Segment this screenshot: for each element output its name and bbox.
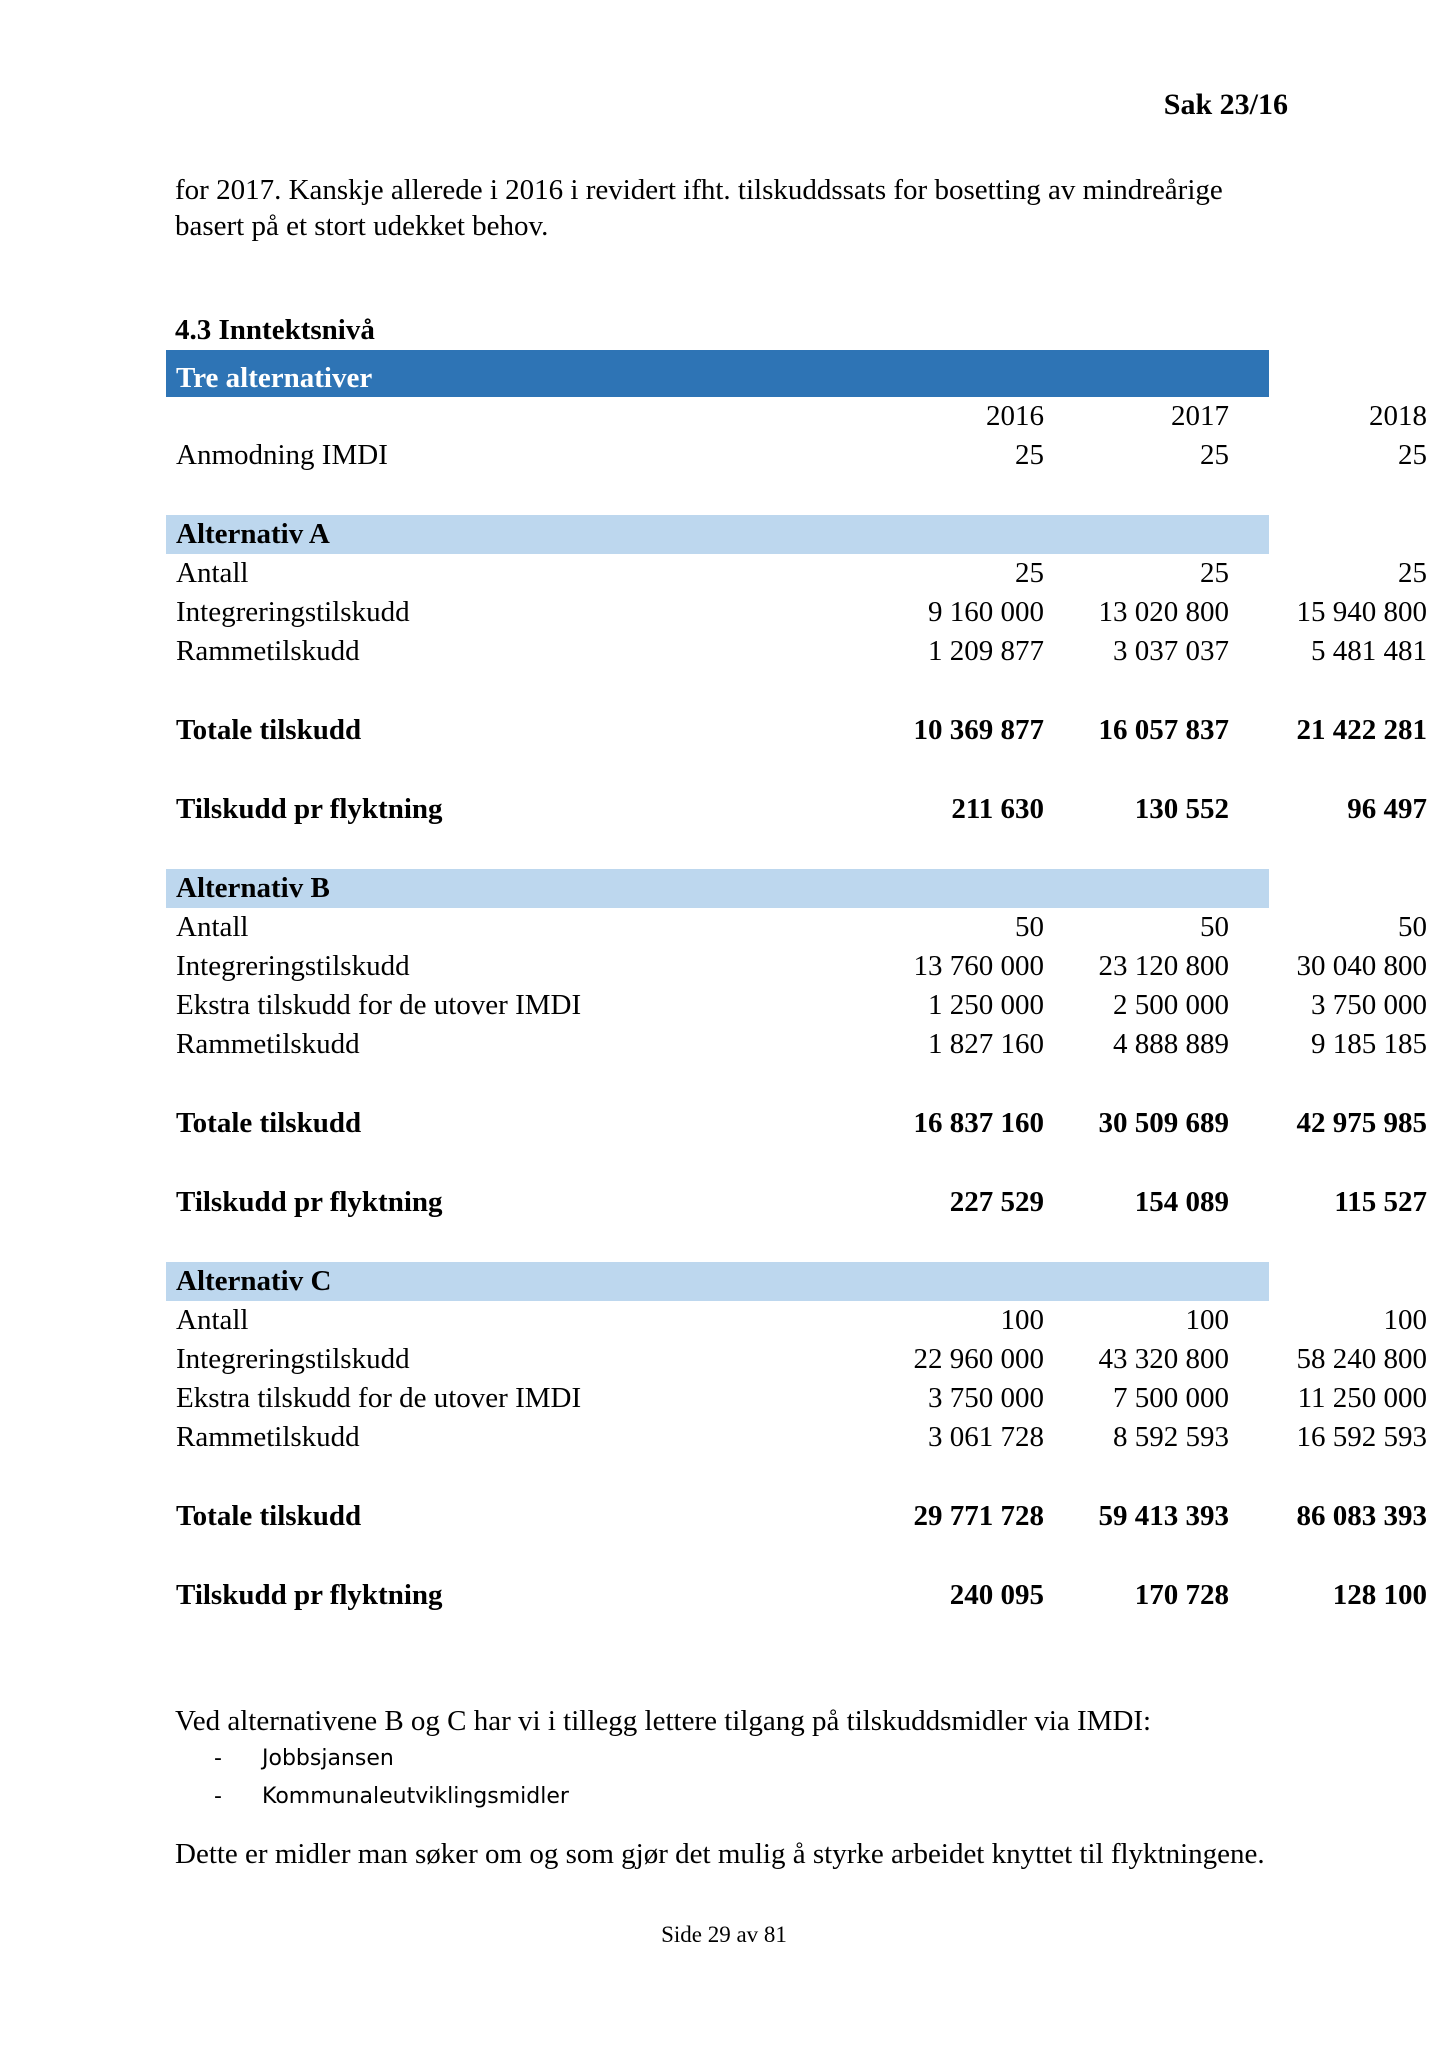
- cell-value: 4 888 889: [1113, 1028, 1229, 1060]
- per-refugee-row: [166, 1183, 1427, 1222]
- list-item: [214, 1778, 569, 1816]
- cell-value: 3 750 000: [928, 1382, 1044, 1414]
- cell-value: 1 250 000: [928, 989, 1044, 1021]
- year-header: 2018: [1369, 400, 1427, 432]
- row-label: Ekstra tilskudd for de utover IMDI: [176, 1382, 582, 1414]
- list-item-label: Kommunaleutviklingsmidler: [262, 1784, 569, 1809]
- row-label: Integreringstilskudd: [176, 1343, 410, 1375]
- total-row: [166, 711, 1427, 750]
- alternative-title: Alternativ B: [176, 872, 330, 904]
- row-label: Integreringstilskudd: [176, 950, 410, 982]
- table-row: [166, 632, 1427, 671]
- cell-value: 29 771 728: [913, 1500, 1044, 1532]
- table-row: [166, 1340, 1427, 1379]
- row-label: Integreringstilskudd: [176, 596, 410, 628]
- cell-value: 2 500 000: [1113, 989, 1229, 1021]
- cell-value: 22 960 000: [913, 1343, 1044, 1375]
- table-row: [166, 1418, 1427, 1457]
- cell-value: 1 209 877: [928, 635, 1044, 667]
- row-label: Totale tilskudd: [176, 1500, 362, 1532]
- cell-value: 8 592 593: [1113, 1421, 1229, 1453]
- cell-value: 7 500 000: [1113, 1382, 1229, 1414]
- cell-value: 96 497: [1347, 793, 1427, 825]
- cell-value: 13 020 800: [1098, 596, 1229, 628]
- cell-value: 42 975 985: [1296, 1107, 1427, 1139]
- row-label: Totale tilskudd: [176, 714, 362, 746]
- row-label: Rammetilskudd: [176, 1028, 360, 1060]
- closing-paragraph: Ved alternativene B og C har vi i tillegg lettere tilgang på tilskuddsmidler via IMDI:: [175, 1705, 1152, 1737]
- cell-value: 86 083 393: [1296, 1500, 1427, 1532]
- case-number: Sak 23/16: [1163, 88, 1288, 121]
- cell-value: 59 413 393: [1098, 1500, 1229, 1532]
- cell-value: 130 552: [1134, 793, 1229, 825]
- intro-paragraph: for 2017. Kanskje allerede i 2016 i revidert ifht. tilskuddssats for bosetting av mindreårige basert på et stort udekket behov.: [175, 174, 1223, 242]
- table-row: [166, 593, 1427, 632]
- final-paragraph: Dette er midler man søker om og som gjør det mulig å styrke arbeidet knyttet til flyktningene.: [175, 1838, 1265, 1870]
- cell-value: 25: [1200, 557, 1229, 589]
- cell-value: 25: [1015, 439, 1044, 471]
- bullet-list: [214, 1740, 569, 1816]
- cell-value: 16 592 593: [1296, 1421, 1427, 1453]
- cell-value: 30 509 689: [1098, 1107, 1229, 1139]
- year-header: 2016: [986, 400, 1044, 432]
- table-row: [166, 1025, 1427, 1064]
- total-row: [166, 1104, 1427, 1143]
- cell-value: 5 481 481: [1311, 635, 1427, 667]
- cell-value: 240 095: [949, 1579, 1044, 1611]
- table-row: [166, 554, 1427, 593]
- cell-value: 50: [1015, 911, 1044, 943]
- year-header-row: [166, 397, 1427, 436]
- cell-value: 128 100: [1332, 1579, 1427, 1611]
- income-table: [166, 350, 1427, 1615]
- year-header: 2017: [1171, 400, 1229, 432]
- cell-value: 13 760 000: [913, 950, 1044, 982]
- cell-value: 21 422 281: [1296, 714, 1427, 746]
- cell-value: 115 527: [1334, 1186, 1427, 1218]
- row-label: Antall: [176, 557, 249, 589]
- alternative-c-bar: [166, 1262, 1269, 1301]
- cell-value: 50: [1398, 911, 1427, 943]
- alternative-b-bar: [166, 869, 1269, 908]
- row-label: Anmodning IMDI: [176, 439, 388, 471]
- section-heading: 4.3 Inntektsnivå: [175, 314, 375, 346]
- cell-value: 25: [1398, 439, 1427, 471]
- cell-value: 58 240 800: [1296, 1343, 1427, 1375]
- alternative-title: Alternativ C: [176, 1265, 332, 1297]
- row-label: Rammetilskudd: [176, 1421, 360, 1453]
- page-number: Side 29 av 81: [661, 1922, 787, 1947]
- cell-value: 50: [1200, 911, 1229, 943]
- cell-value: 9 185 185: [1311, 1028, 1427, 1060]
- table-row: [166, 1379, 1427, 1418]
- cell-value: 23 120 800: [1098, 950, 1229, 982]
- cell-value: 15 940 800: [1296, 596, 1427, 628]
- table-title-bar: [166, 350, 1269, 397]
- table-row: [166, 908, 1427, 947]
- cell-value: 16 057 837: [1098, 714, 1229, 746]
- cell-value: 43 320 800: [1098, 1343, 1229, 1375]
- cell-value: 3 061 728: [928, 1421, 1044, 1453]
- cell-value: 1 827 160: [928, 1028, 1044, 1060]
- table-row: [166, 436, 1427, 475]
- list-item: [214, 1740, 569, 1778]
- table-row: [166, 947, 1427, 986]
- table-title: Tre alternativer: [176, 362, 373, 394]
- cell-value: 154 089: [1134, 1186, 1229, 1218]
- table-row: [166, 1301, 1427, 1340]
- cell-value: 10 369 877: [913, 714, 1044, 746]
- cell-value: 100: [1000, 1304, 1044, 1336]
- cell-value: 100: [1185, 1304, 1229, 1336]
- cell-value: 25: [1015, 557, 1044, 589]
- total-row: [166, 1497, 1427, 1536]
- table-row: [166, 986, 1427, 1025]
- row-label: Antall: [176, 1304, 249, 1336]
- row-label: Rammetilskudd: [176, 635, 360, 667]
- cell-value: 30 040 800: [1296, 950, 1427, 982]
- row-label: Totale tilskudd: [176, 1107, 362, 1139]
- cell-value: 11 250 000: [1297, 1382, 1427, 1414]
- cell-value: 227 529: [949, 1186, 1044, 1218]
- cell-value: 3 037 037: [1113, 635, 1229, 667]
- bullet-marker: -: [214, 1746, 222, 1771]
- row-label: Tilskudd pr flyktning: [176, 793, 443, 825]
- cell-value: 9 160 000: [928, 596, 1044, 628]
- cell-value: 211 630: [951, 793, 1044, 825]
- cell-value: 16 837 160: [913, 1107, 1044, 1139]
- bullet-marker: -: [214, 1784, 222, 1809]
- per-refugee-row: [166, 790, 1427, 829]
- cell-value: 25: [1200, 439, 1229, 471]
- row-label: Ekstra tilskudd for de utover IMDI: [176, 989, 582, 1021]
- cell-value: 25: [1398, 557, 1427, 589]
- alternative-a-bar: [166, 515, 1269, 554]
- cell-value: 100: [1383, 1304, 1427, 1336]
- list-item-label: Jobbsjansen: [262, 1746, 394, 1771]
- alternative-title: Alternativ A: [176, 518, 330, 550]
- row-label: Tilskudd pr flyktning: [176, 1579, 443, 1611]
- cell-value: 170 728: [1134, 1579, 1229, 1611]
- row-label: Antall: [176, 911, 249, 943]
- row-label: Tilskudd pr flyktning: [176, 1186, 443, 1218]
- cell-value: 3 750 000: [1311, 989, 1427, 1021]
- per-refugee-row: [166, 1576, 1427, 1615]
